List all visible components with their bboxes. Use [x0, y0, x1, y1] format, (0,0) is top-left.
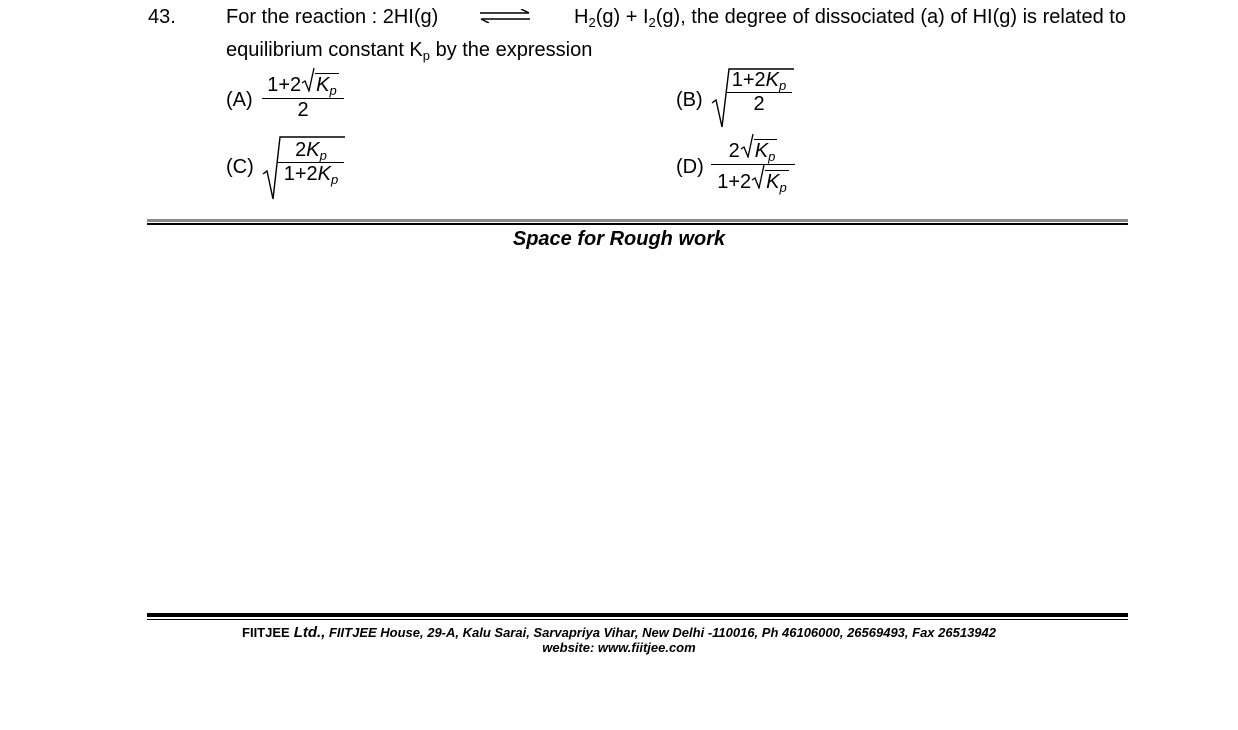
- option-d-expression: 2 $K_p$ 1+2 $K_p$: [711, 134, 795, 195]
- option-a-expression: 1+2 $K_p$ 2: [262, 68, 344, 122]
- footer-brand: FIITJEE: [242, 625, 290, 640]
- footer-address: [0, 624, 1238, 641]
- footer-website: website: www.fiitjee.com: [542, 640, 696, 655]
- question-products: $H_2(g) + I_2(g)$, the degree of dissociated (a) of HI(g) is related to: [574, 6, 1126, 30]
- option-a-label: (A): [226, 89, 253, 111]
- divider-thick: [147, 223, 1128, 225]
- rough-work-heading: Space for Rough work: [512, 228, 726, 250]
- sqrt-icon: [751, 165, 765, 195]
- option-b-label: (B): [676, 89, 703, 111]
- question-line-1: [226, 6, 1126, 29]
- option-b-expression: $1+2K_p$ 2: [711, 66, 795, 128]
- question-line-2: equilibrium constant $K_p$ by the expression: [226, 39, 593, 63]
- footer-address-text: FIITJEE House, 29-A, Kalu Sarai, Sarvapriya Vihar, New Delhi -110016, Ph 46106000, 26569493, Fax 26513942: [328, 625, 996, 640]
- footer-divider-thick: [147, 613, 1128, 617]
- sqrt-icon: [740, 134, 754, 164]
- sqrt-icon: [301, 68, 315, 98]
- option-d-label: (D): [676, 156, 704, 178]
- option-c-label: (C): [226, 156, 254, 178]
- question-intro: For the reaction : 2HI(g): [226, 6, 439, 28]
- option-c-expression: $2K_p$ $1+2K_p$: [262, 134, 346, 200]
- equilibrium-arrow-icon: [479, 6, 531, 29]
- question-number: 43.: [148, 6, 176, 28]
- footer-ltd: Ltd.,: [293, 624, 326, 641]
- divider-gray: [147, 219, 1128, 222]
- footer-divider-thin: [147, 619, 1128, 620]
